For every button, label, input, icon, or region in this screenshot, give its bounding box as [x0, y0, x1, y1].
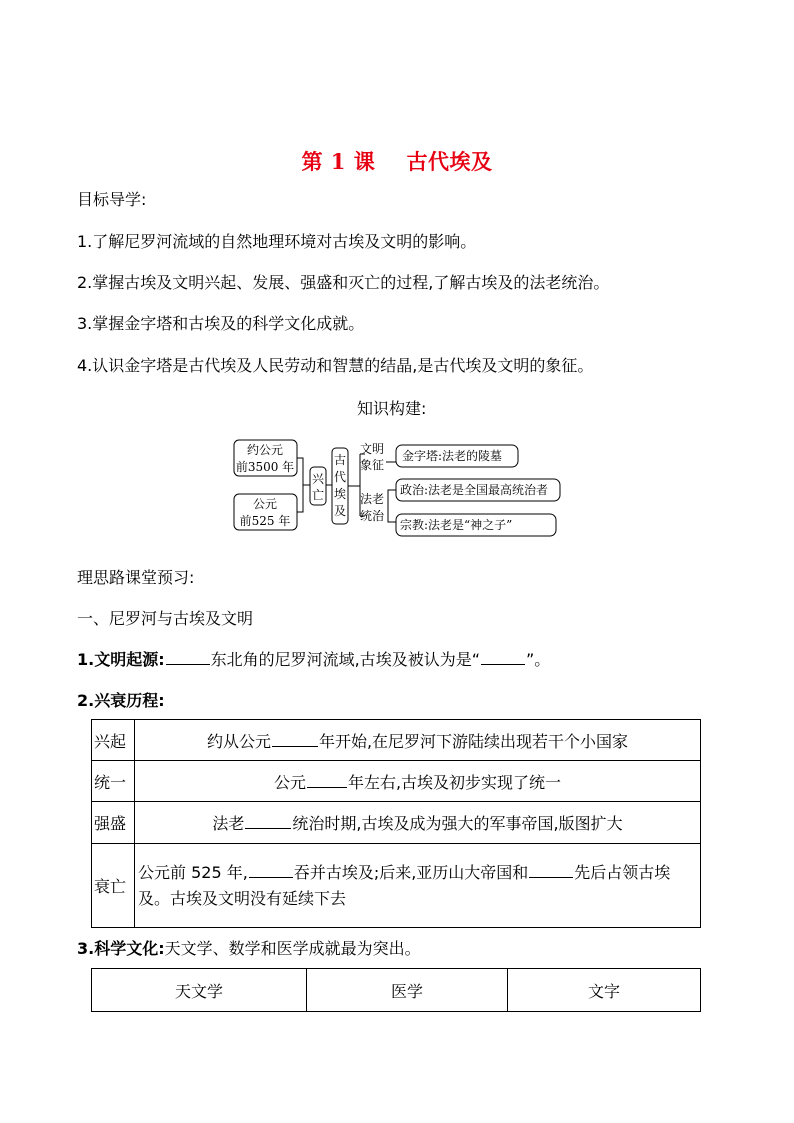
- diagram-branch1-line2: 象征: [359, 458, 385, 472]
- diagram-box2-line2: 前525 年: [239, 514, 291, 528]
- table-row: [92, 969, 701, 1012]
- diagram-center-3: 埃: [333, 487, 347, 501]
- history-value-unify: [135, 761, 701, 802]
- diagram-branch2-line1: 法老: [359, 492, 385, 506]
- diagram-rise: 兴: [311, 472, 325, 486]
- diagram-center-2: 代: [333, 470, 347, 484]
- history-value-decline: [135, 844, 701, 928]
- table-row: [92, 720, 701, 761]
- diagram-fall: 亡: [311, 488, 325, 502]
- science-header-medicine: 医学: [307, 969, 508, 1012]
- knowledge-diagram: [230, 436, 570, 540]
- diagram-branch2-line2: 统治: [359, 509, 385, 523]
- history-table: [91, 719, 701, 928]
- history-decline-blank-2[interactable]: [529, 863, 573, 878]
- history-decline-after: 先后占领古埃及。古埃及文明没有延续下去: [138, 862, 671, 908]
- diagram-center-1: 古: [333, 453, 347, 467]
- history-decline-before: 公元前 525 年,: [138, 862, 248, 882]
- history-decline-blank-1[interactable]: [249, 863, 293, 878]
- history-rise-before: 约从公元: [206, 731, 271, 751]
- science-header-astronomy: 天文学: [92, 969, 307, 1012]
- origin-text-b: ”。: [526, 650, 551, 669]
- section-heading: 一、尼罗河与古埃及文明: [77, 609, 254, 628]
- preview-heading: 理思路课堂预习:: [77, 568, 195, 587]
- objective-item-2: 2.掌握古埃及文明兴起、发展、强盛和灭亡的过程,了解古埃及的法老统治。: [77, 273, 610, 292]
- history-unify-before: 公元: [273, 772, 306, 792]
- history-key-decline: 衰亡: [92, 844, 135, 928]
- origin-blank-1[interactable]: [166, 650, 210, 665]
- table-row: [92, 802, 701, 844]
- diagram-box1-line1: 约公元: [246, 443, 284, 457]
- origin-text-a: 东北角的尼罗河流域,古埃及被认为是“: [210, 650, 481, 669]
- table-row: [92, 844, 701, 928]
- diagram-leaf3-text: 宗教:法老是“神之子”: [400, 518, 513, 532]
- history-rise-blank[interactable]: [272, 732, 318, 747]
- page-title: 第 1 课 古代埃及: [301, 149, 493, 174]
- diagram-branch1-line1: 文明: [359, 442, 385, 456]
- knowledge-heading: 知识构建:: [357, 399, 427, 418]
- history-value-rise: [135, 720, 701, 761]
- history-decline-middle: 吞并古埃及;后来,亚历山大帝国和: [293, 862, 529, 882]
- science-header-writing: 文字: [508, 969, 701, 1012]
- origin-label: 1.文明起源:: [77, 650, 165, 669]
- history-rise-after: 年开始,在尼罗河下游陆续出现若干个小国家: [318, 731, 629, 751]
- history-key-rise: 兴起: [92, 720, 135, 761]
- science-label: 3.科学文化:: [77, 939, 165, 958]
- diagram-box2-line1: 公元: [252, 497, 278, 511]
- history-unify-after: 年左右,古埃及初步实现了统一: [347, 772, 562, 792]
- history-peak-after: 统治时期,古埃及成为强大的军事帝国,版图扩大: [292, 814, 623, 833]
- objective-item-1: 1.了解尼罗河流域的自然地理环境对古埃及文明的影响。: [77, 232, 477, 251]
- science-table: [91, 968, 701, 1012]
- question-origin: [77, 649, 550, 671]
- history-peak-before: 法老: [212, 814, 245, 833]
- diagram-leaf1-text: 金字塔:法老的陵墓: [402, 449, 503, 463]
- question-science: [77, 938, 421, 960]
- diagram-center-4: 及: [333, 504, 347, 518]
- history-unify-blank[interactable]: [307, 773, 347, 788]
- objective-item-3: 3.掌握金字塔和古埃及的科学文化成就。: [77, 314, 365, 333]
- history-value-peak: [135, 802, 701, 844]
- science-text: 天文学、数学和医学成就最为突出。: [164, 939, 421, 958]
- table-row: [92, 761, 701, 802]
- history-key-peak: 强盛: [92, 802, 135, 844]
- origin-blank-2[interactable]: [481, 650, 525, 665]
- history-heading: 2.兴衰历程:: [77, 691, 165, 710]
- diagram-leaf2-text: 政治:法老是全国最高统治者: [400, 483, 549, 497]
- history-peak-blank[interactable]: [245, 814, 291, 829]
- history-key-unify: 统一: [92, 761, 135, 802]
- diagram-box1-line2: 前3500 年: [235, 460, 295, 474]
- objective-item-4: 4.认识金字塔是古代埃及人民劳动和智慧的结晶,是古代埃及文明的象征。: [77, 356, 594, 375]
- objectives-heading: 目标导学:: [77, 190, 147, 209]
